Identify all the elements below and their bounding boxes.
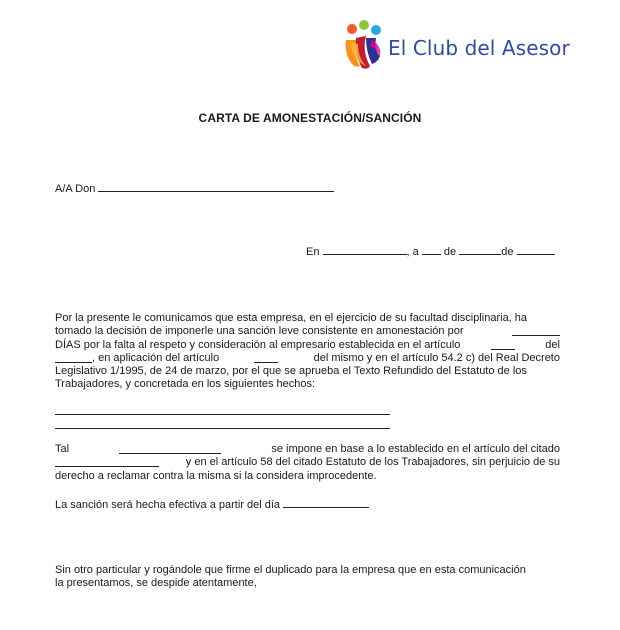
facts-line-2[interactable] — [55, 428, 390, 429]
people-circle-icon — [342, 20, 386, 72]
date-de-label-2: de — [501, 246, 514, 258]
effective-date-line: La sanción será hecha efectiva a partir del día — [55, 497, 369, 512]
articulo-blank-3[interactable] — [254, 352, 278, 363]
recipient-label: A/A Don — [55, 183, 96, 195]
date-place-blank[interactable] — [323, 244, 407, 255]
p1-line-5: Legislativo 1/1995, de 24 de marzo, por el que se aprueba el Texto Refundido del Estatuto de los — [55, 365, 527, 378]
recipient-blank[interactable] — [98, 181, 334, 192]
amonestacion-days-blank[interactable] — [512, 325, 560, 336]
effective-date-blank[interactable] — [283, 497, 369, 508]
paragraph-1 — [55, 312, 560, 392]
logo-text: El Club del Asesor — [388, 36, 570, 60]
date-month-blank[interactable] — [459, 244, 501, 255]
date-en-label: En — [306, 246, 320, 258]
p2-line-1: Tal se impone en base a lo establecido en el artículo del citado — [55, 443, 560, 455]
p1-line-3: DÍAS por la falta al respeto y consideración al empresario establecida en el artículo del — [55, 338, 560, 351]
facts-line-1[interactable] — [55, 414, 390, 415]
date-a-label: , a — [406, 246, 419, 258]
document-title: CARTA DE AMONESTACIÓN/SANCIÓN — [198, 111, 422, 125]
date-de-label-1: de — [443, 246, 457, 258]
p2-line-2: y en el artículo 58 del citado Estatuto de los Trabajadores, sin perjuicio de su — [55, 456, 560, 469]
closing-line-2: la presentamos, se despide atentamente, — [55, 577, 257, 590]
p1-line-1: Por la presente le comunicamos que esta empresa, en el ejercicio de su facultad disciplinaria, ha — [55, 312, 528, 324]
p1-line-2: tomado la decisión de imponerle una sanción leve consistente en amonestación por — [55, 325, 560, 338]
recipient-line — [55, 181, 334, 196]
articulo-blank-1[interactable] — [491, 339, 515, 350]
club-asesor-logo — [342, 20, 572, 75]
date-day-blank[interactable] — [422, 244, 441, 255]
paragraph-2 — [55, 443, 560, 483]
p2-line-3: derecho a reclamar contra la misma si la considera improcedente. — [55, 469, 377, 482]
articulo-blank-2[interactable] — [55, 352, 92, 363]
articulo-citado-blank[interactable] — [55, 456, 159, 467]
p1-line-6: Trabajadores, y concretada en los siguientes hechos: — [55, 378, 316, 391]
date-line — [306, 244, 555, 259]
closing-line-1: Sin otro particular y rogándole que firme el duplicado para la empresa que en esta comunicación — [55, 564, 526, 576]
closing-paragraph — [55, 564, 560, 591]
date-year-blank[interactable] — [517, 244, 555, 255]
sancion-type-blank[interactable] — [119, 443, 221, 454]
p1-line-4: , en aplicación del artículo del mismo y en el artículo 54.2 c) del Real Decreto — [55, 352, 560, 365]
